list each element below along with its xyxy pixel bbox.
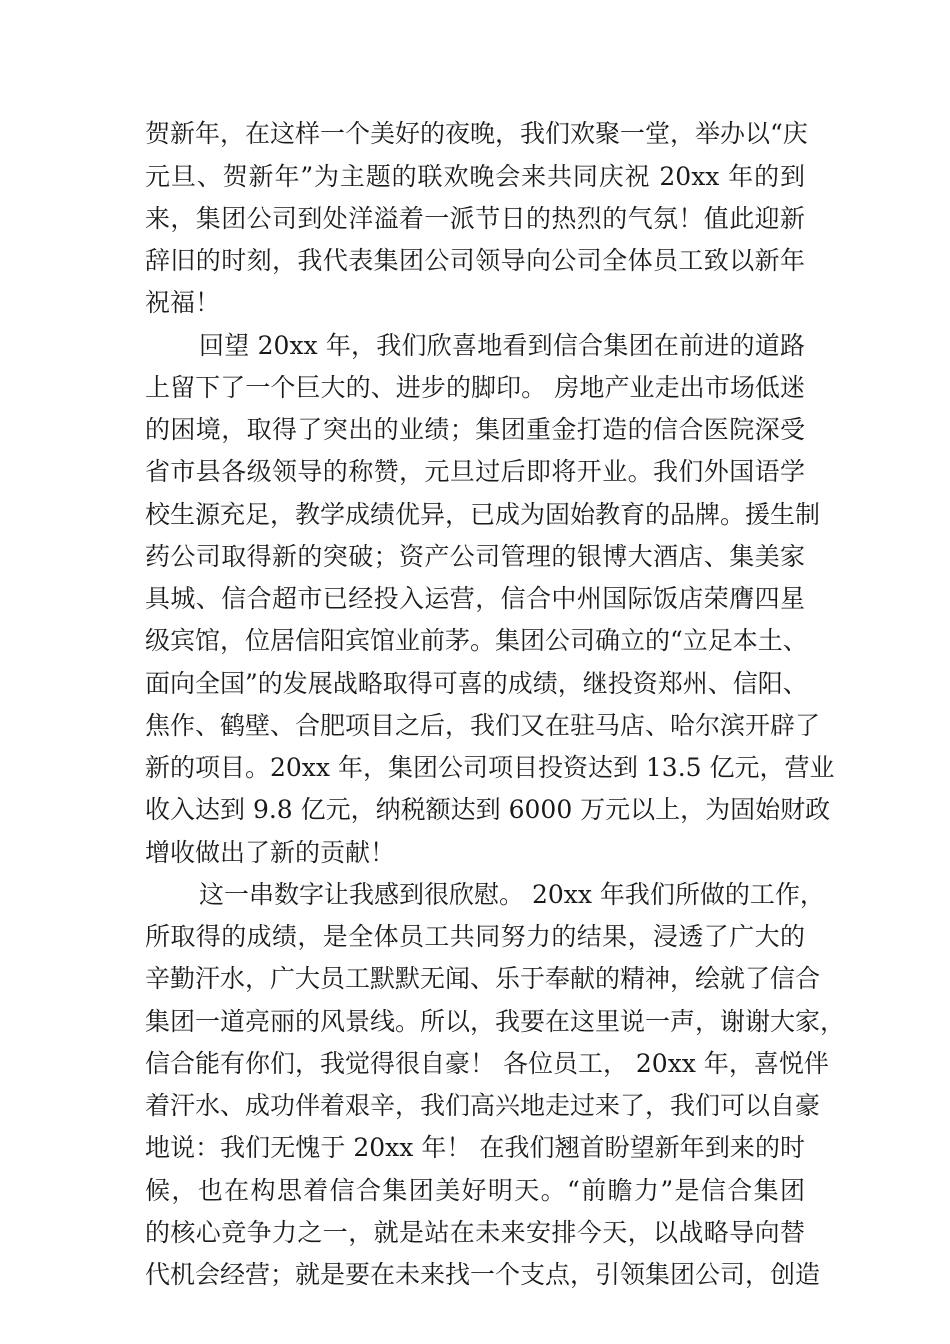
paragraph-first-line: 回望 20xx 年，我们欣喜地看到信合集团在前进的道路 (199, 331, 805, 360)
text-line: 药公司取得新的突破；资产公司管理的银博大酒店、集美家 (145, 542, 805, 571)
text-line: 贺新年，在这样一个美好的夜晚，我们欢聚一堂，举办以“庆 (145, 119, 808, 148)
paragraph-first-line: 这一串数字让我感到很欣慰。 20xx 年我们所做的工作， (199, 880, 825, 909)
text-line: 辞旧的时刻，我代表集团公司领导向公司全体员工致以新年 (145, 246, 805, 275)
text-line: 着汗水、成功伴着艰辛，我们高兴地走过来了，我们可以自豪 (145, 1091, 821, 1120)
text-line: 祝福！ (145, 288, 221, 317)
text-line: 上留下了一个巨大的、进步的脚印。 房地产业走出市场低迷 (145, 373, 805, 402)
text-line: 集团一道亮丽的风景线。所以，我要在这里说一声，谢谢大家， (145, 1007, 846, 1036)
text-line: 所取得的成绩，是全体员工共同努力的结果，浸透了广大的 (145, 922, 805, 951)
text-line: 面向全国”的发展战略取得可喜的成绩，继投资郑州、信阳、 (145, 669, 808, 698)
text-line: 的困境，取得了突出的业绩；集团重金打造的信合医院深受 (145, 415, 805, 444)
text-line: 具城、信合超市已经投入运营，信合中州国际饭店荣膺四星 (145, 584, 805, 613)
text-line: 代机会经营；就是要在未来找一个支点，引领集团公司，创造 (145, 1260, 821, 1289)
text-line: 地说：我们无愧于 20xx 年！ 在我们翘首盼望新年到来的时 (145, 1133, 805, 1162)
text-line: 焦作、鹤壁、合肥项目之后，我们又在驻马店、哈尔滨开辟了 (145, 711, 821, 740)
text-line: 校生源充足，教学成绩优异，已成为固始教育的品牌。援生制 (145, 500, 821, 529)
text-line: 辛勤汗水，广大员工默默无闻、乐于奉献的精神，绘就了信合 (145, 964, 821, 993)
text-line: 新的项目。20xx 年，集团公司项目投资达到 13.5 亿元，营业 (145, 753, 835, 782)
text-line: 省市县各级领导的称赞，元旦过后即将开业。我们外国语学 (145, 457, 805, 486)
text-line: 增收做出了新的贡献！ (145, 838, 396, 867)
text-line: 级宾馆，位居信阳宾馆业前茅。集团公司确立的“立足本土、 (145, 626, 808, 655)
text-line: 信合能有你们，我觉得很自豪！ 各位员工， 20xx 年，喜悦伴 (145, 1049, 829, 1078)
text-line: 的核心竞争力之一，就是站在未来安排今天，以战略导向替 (145, 1218, 805, 1247)
text-line: 候，也在构思着信合集团美好明天。“前瞻力”是信合集团 (145, 1176, 805, 1205)
text-line: 来，集团公司到处洋溢着一派节日的热烈的气氛！值此迎新 (145, 204, 805, 233)
text-line: 收入达到 9.8 亿元，纳税额达到 6000 万元以上，为固始财政 (145, 795, 831, 824)
text-line: 元旦、贺新年”为主题的联欢晚会来共同庆祝 20xx 年的到 (145, 162, 805, 191)
